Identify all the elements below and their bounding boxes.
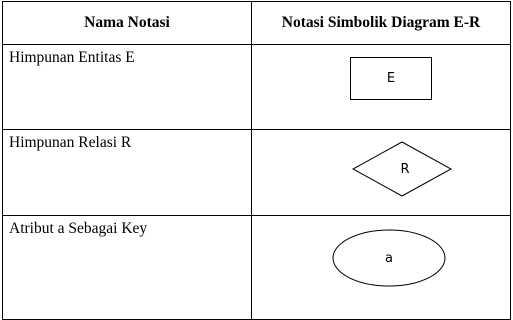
table-row-relationship-set [3, 130, 511, 216]
header-notation-name: Nama Notasi [3, 2, 252, 45]
attribute-symbol-label: a [385, 251, 393, 266]
entity-rectangle-symbol [350, 57, 432, 100]
attribute-ellipse-symbol [332, 229, 446, 287]
key-attribute-name: Atribut a Sebagai Key [3, 216, 252, 320]
relationship-symbol-label: R [400, 162, 410, 177]
entity-set-symbol-cell [252, 45, 511, 130]
header-symbolic-notation: Notasi Simbolik Diagram E-R [252, 2, 511, 45]
table-row-entity-set [3, 45, 511, 130]
entity-symbol-label: E [386, 71, 396, 86]
table-header-row [3, 2, 511, 45]
table-row-key-attribute [3, 216, 511, 320]
relationship-set-symbol-cell [252, 130, 511, 216]
key-attribute-symbol-cell [252, 216, 511, 320]
relationship-set-name: Himpunan Relasi R [3, 130, 252, 216]
entity-set-name: Himpunan Entitas E [3, 45, 252, 130]
er-notation-table [2, 1, 511, 320]
relationship-diamond-symbol [352, 141, 452, 197]
